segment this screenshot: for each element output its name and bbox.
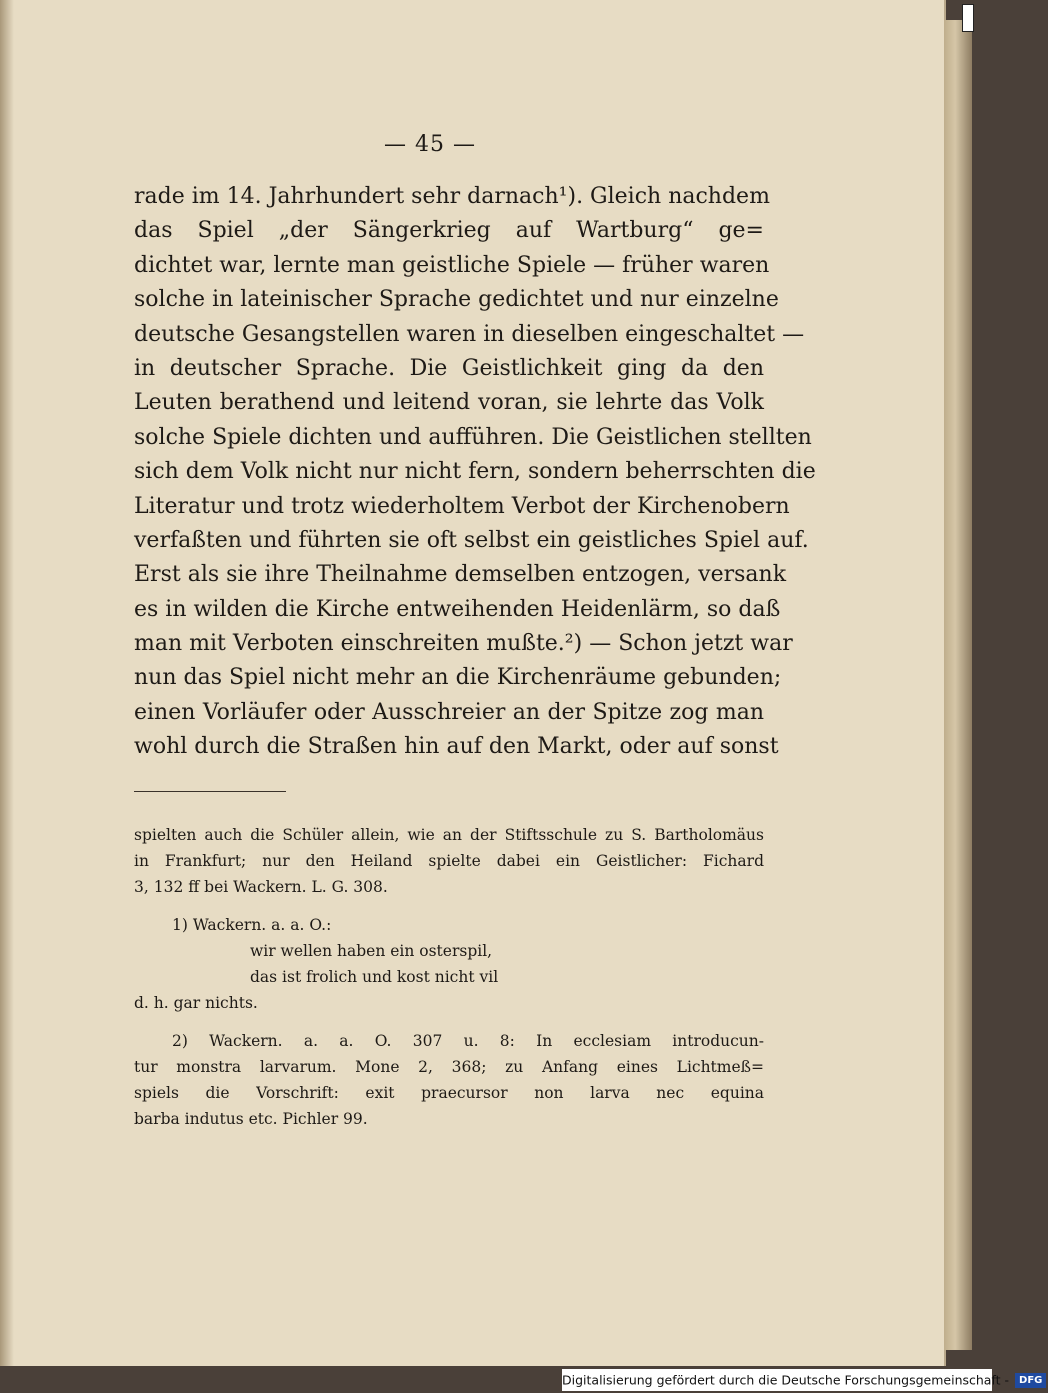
footnote-1-verse: wir wellen haben ein osterspil, [250,942,493,960]
footnote-1-ref: 1) Wackern. a. a. O.: [172,916,332,934]
footnote-2-line: 2) Wackern. a. a. O. 307 u. 8: In ecclesiam introducun- [172,1032,764,1050]
text-line: einen Vorläufer oder Ausschreier an der Spitze zog man [134,699,764,725]
text-line: deutsche Gesangstellen waren in dieselben eingeschaltet — [134,321,805,347]
text-line: Erst als sie ihre Theilnahme demselben entzogen, versank [134,562,787,588]
text-line: nun das Spiel nicht mehr an die Kirchenräume gebunden; [134,665,782,691]
text-line: dichtet war, lernte man geistliche Spiele — früher waren [134,252,770,278]
text-line: verfaßten und führten sie oft selbst ein geistliches Spiel auf. [134,527,809,553]
page-stack-edge [944,20,972,1350]
footnote-1-tail: d. h. gar nichts. [134,994,258,1012]
footnote-line: spielten auch die Schüler allein, wie an der Stiftsschule zu S. Bartholomäus [134,826,764,844]
text-line: wohl durch die Straßen hin auf den Markt, oder auf sonst [134,734,779,760]
text-line: in deutscher Sprache. Die Geistlichkeit ging da den [134,355,764,381]
footnote-line: in Frankfurt; nur den Heiland spielte dabei ein Geistlicher: Fichard [134,852,764,870]
footnote-line: 3, 132 ff bei Wackern. L. G. 308. [134,878,388,896]
gutter-shadow [0,0,14,1366]
text-line: rade im 14. Jahrhundert sehr darnach¹). Gleich nachdem [134,184,770,209]
dfg-logo-icon: DFG [1015,1373,1046,1388]
footnote-1-verse: das ist frolich und kost nicht vil [250,968,499,986]
text-line: man mit Verboten einschreiten mußte.²) — Schon jetzt war [134,631,793,657]
text-line: das Spiel „der Sängerkrieg auf Wartburg“ ge= [134,218,764,244]
main-text [134,180,816,765]
footnote-separator [134,791,286,792]
text-line: solche Spiele dichten und aufführen. Die Geistlichen stellten [134,424,812,450]
color-reference-tab [962,4,974,32]
page-number: — 45 — [384,132,476,157]
digitization-credit [562,1369,1043,1391]
credit-text: Digitalisierung gefördert durch die Deutsche Forschungsgemeinschaft - [562,1372,1010,1388]
footnotes [134,822,764,1132]
text-line: Leuten berathend und leitend voran, sie lehrte das Volk [134,390,764,416]
text-line: sich dem Volk nicht nur nicht fern, sondern beherrschten die [134,459,816,485]
footnote-2-line: barba indutus etc. Pichler 99. [134,1110,368,1128]
text-line: es in wilden die Kirche entweihenden Heidenlärm, so daß [134,596,781,622]
footnote-2-line: tur monstra larvarum. Mone 2, 368; zu Anfang eines Lichtmeß= [134,1058,764,1076]
footnote-2-line: spiels die Vorschrift: exit praecursor non larva nec equina [134,1084,764,1102]
text-line: solche in lateinischer Sprache gedichtet und nur einzelne [134,287,779,313]
text-line: Literatur und trotz wiederholtem Verbot der Kirchenobern [134,493,790,519]
